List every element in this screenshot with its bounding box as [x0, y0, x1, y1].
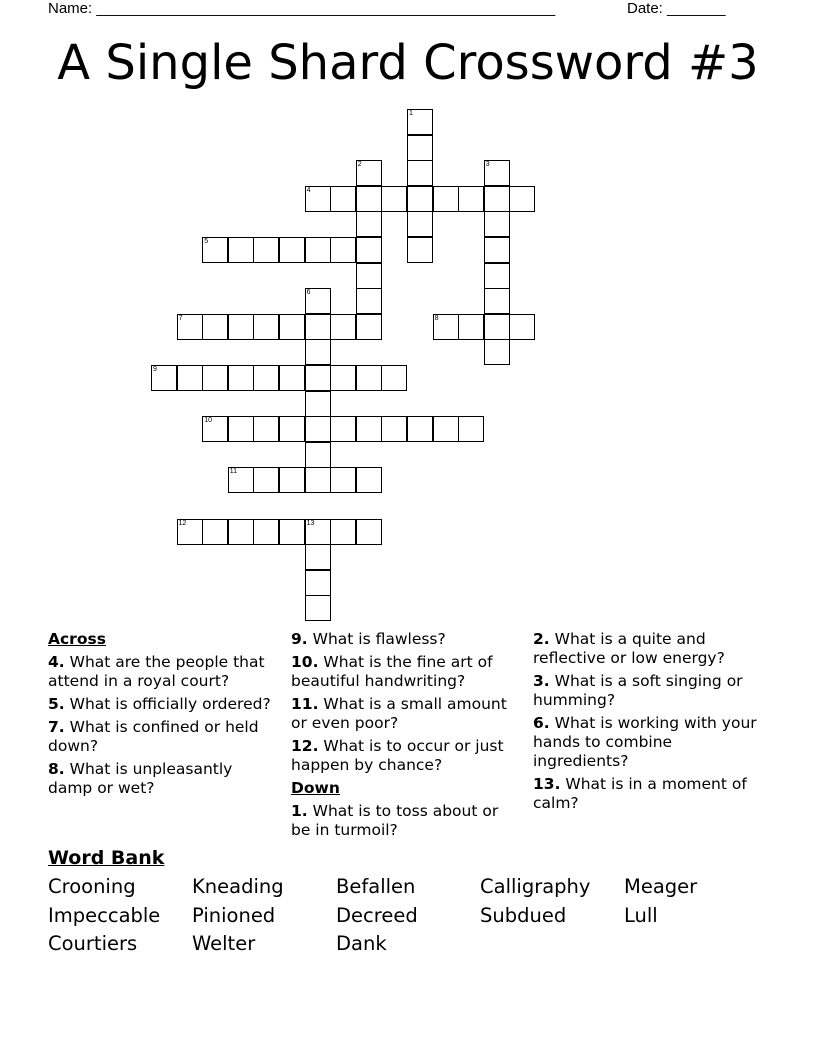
grid-cell[interactable]: [305, 365, 331, 391]
clue-number: 3.: [533, 672, 550, 690]
grid-cell[interactable]: [305, 595, 331, 621]
grid-cell[interactable]: [305, 237, 331, 263]
word-bank-word: Dank: [336, 932, 387, 955]
grid-cell[interactable]: [228, 314, 254, 340]
across-heading: Across: [48, 630, 106, 648]
clues-column-1: [48, 630, 278, 802]
grid-cell[interactable]: [330, 416, 356, 442]
grid-cell[interactable]: [509, 186, 535, 212]
clues-column-2: [291, 630, 521, 844]
clue-text: What is unpleasantly damp or wet?: [48, 760, 233, 797]
clue-number: 9.: [291, 630, 308, 648]
grid-cell[interactable]: [433, 314, 459, 340]
grid-cell[interactable]: [228, 416, 254, 442]
cell-number: 10: [204, 417, 212, 425]
grid-cell[interactable]: [202, 416, 228, 442]
grid-cell[interactable]: [177, 365, 203, 391]
grid-cell[interactable]: [330, 365, 356, 391]
grid-cell[interactable]: [433, 186, 459, 212]
word-bank-word: Lull: [624, 903, 658, 927]
grid-cell[interactable]: [356, 467, 382, 493]
grid-cell[interactable]: [279, 365, 305, 391]
word-bank-word: Courtiers: [48, 932, 138, 955]
grid-cell[interactable]: [356, 288, 382, 314]
grid-cell[interactable]: [484, 263, 510, 289]
clue-text: What is to occur or just happen by chance?: [291, 737, 504, 774]
clue-number: 6.: [533, 714, 550, 732]
grid-cell[interactable]: [356, 211, 382, 237]
grid-cell[interactable]: [458, 186, 484, 212]
grid-cell[interactable]: [484, 237, 510, 263]
grid-cell[interactable]: [381, 365, 407, 391]
clue-number: 7.: [48, 718, 65, 736]
clue-down-3: [533, 672, 763, 710]
word-bank-word: Befallen: [336, 875, 416, 898]
clue-across-5: [48, 695, 278, 714]
clue-text: What is in a moment of calm?: [533, 775, 747, 812]
grid-cell[interactable]: [356, 519, 382, 545]
cell-number: 7: [178, 314, 183, 322]
grid-cell[interactable]: [305, 442, 331, 468]
grid-cell[interactable]: [330, 519, 356, 545]
grid-cell[interactable]: [484, 314, 510, 340]
grid-cell[interactable]: [407, 160, 433, 186]
grid-cell[interactable]: [356, 237, 382, 263]
grid-cell[interactable]: [484, 186, 510, 212]
grid-cell[interactable]: [330, 314, 356, 340]
word-bank-word: Welter: [192, 932, 256, 955]
date-field[interactable]: Date: _______: [627, 0, 726, 17]
word-bank-word: Calligraphy: [480, 875, 591, 898]
cell-number: 12: [178, 519, 187, 527]
cell-number: 13: [306, 519, 315, 527]
grid-cell[interactable]: [509, 314, 535, 340]
clue-text: What is a quite and reflective or low energy?: [533, 630, 725, 667]
grid-cell[interactable]: [407, 211, 433, 237]
grid-cell[interactable]: [330, 237, 356, 263]
grid-cell[interactable]: [228, 237, 254, 263]
clue-across-8: [48, 760, 278, 798]
grid-cell[interactable]: [381, 186, 407, 212]
grid-cell[interactable]: [253, 416, 279, 442]
word-bank-title: Word Bank: [48, 847, 165, 869]
grid-cell[interactable]: [177, 314, 203, 340]
clue-number: 10.: [291, 653, 319, 671]
grid-cell[interactable]: [305, 288, 331, 314]
cell-number: 8: [434, 314, 439, 322]
cell-number: 5: [204, 238, 209, 245]
clue-number: 2.: [533, 630, 550, 648]
down-heading: Down: [291, 779, 340, 797]
grid-cell[interactable]: [228, 365, 254, 391]
grid-cell[interactable]: [279, 237, 305, 263]
grid-cell[interactable]: [253, 237, 279, 263]
clue-number: 4.: [48, 653, 65, 671]
clue-text: What is flawless?: [307, 630, 446, 648]
grid-cell[interactable]: [279, 467, 305, 493]
grid-cell[interactable]: [202, 237, 228, 263]
page-title: A Single Shard Crossword #3: [57, 35, 759, 91]
clue-text: What are the people that attend in a royal court?: [48, 653, 265, 690]
clue-across-7: [48, 718, 278, 756]
grid-cell[interactable]: [484, 339, 510, 365]
grid-cell[interactable]: [305, 339, 331, 365]
grid-cell[interactable]: [305, 186, 331, 212]
grid-cell[interactable]: [305, 519, 331, 545]
clue-number: 13.: [533, 775, 561, 793]
grid-cell[interactable]: [305, 544, 331, 570]
word-bank-word: Pinioned: [192, 903, 276, 927]
grid-cell[interactable]: [458, 314, 484, 340]
grid-cell[interactable]: [253, 467, 279, 493]
grid-cell[interactable]: [407, 416, 433, 442]
grid-cell[interactable]: [484, 288, 510, 314]
clue-down-6: [533, 714, 763, 771]
grid-cell[interactable]: [356, 314, 382, 340]
grid-cell[interactable]: [305, 570, 331, 596]
grid-cell[interactable]: [407, 186, 433, 212]
clue-across-9: [291, 630, 521, 649]
grid-cell[interactable]: [253, 365, 279, 391]
grid-cell[interactable]: [484, 160, 510, 186]
grid-cell[interactable]: [407, 109, 433, 135]
cell-number: 3: [485, 161, 490, 169]
clue-number: 1.: [291, 802, 308, 820]
cell-number: 4: [306, 186, 311, 194]
grid-cell[interactable]: [228, 467, 254, 493]
word-bank-word: Kneading: [192, 875, 284, 898]
cell-number: 11: [229, 468, 238, 476]
grid-cell[interactable]: [356, 160, 382, 186]
word-bank-word: Crooning: [48, 875, 136, 898]
clue-number: 11.: [291, 695, 319, 713]
word-bank-word: Meager: [624, 875, 698, 898]
clue-number: 12.: [291, 737, 319, 755]
clue-text: What is officially ordered?: [64, 695, 271, 713]
clue-text: What is working with your hands to combine ingredients?: [533, 714, 757, 770]
clue-number: 5.: [48, 695, 65, 713]
clue-across-12: [291, 737, 521, 775]
grid-cell[interactable]: [356, 416, 382, 442]
grid-cell[interactable]: [330, 186, 356, 212]
clue-text: What is a small amount or even poor?: [291, 695, 507, 732]
word-bank-list: [48, 874, 768, 957]
grid-cell[interactable]: [253, 519, 279, 545]
grid-cell[interactable]: [356, 365, 382, 391]
grid-cell[interactable]: [305, 314, 331, 340]
grid-cell[interactable]: [228, 519, 254, 545]
grid-cell[interactable]: [330, 467, 356, 493]
grid-cell[interactable]: [458, 416, 484, 442]
clue-text: What is a soft singing or humming?: [533, 672, 743, 709]
grid-cell[interactable]: [305, 391, 331, 417]
grid-cell[interactable]: [356, 186, 382, 212]
grid-cell[interactable]: [151, 365, 177, 391]
grid-cell[interactable]: [177, 519, 203, 545]
word-bank-word: Impeccable: [48, 903, 161, 927]
grid-cell[interactable]: [356, 263, 382, 289]
clue-down-1: [291, 802, 521, 840]
grid-cell[interactable]: [279, 314, 305, 340]
grid-cell[interactable]: [279, 519, 305, 545]
clues-column-3: [533, 630, 763, 817]
grid-cell[interactable]: [202, 365, 228, 391]
word-bank-word: Subdued: [480, 903, 567, 927]
word-bank-word: Decreed: [336, 903, 418, 927]
clue-number: 8.: [48, 760, 65, 778]
grid-cell[interactable]: [381, 416, 407, 442]
name-field[interactable]: Name: _______________________________________________________: [48, 0, 556, 17]
grid-cell[interactable]: [407, 237, 433, 263]
grid-cell[interactable]: [202, 519, 228, 545]
grid-cell[interactable]: [202, 314, 228, 340]
clue-across-11: [291, 695, 521, 733]
word-bank: [48, 846, 768, 957]
grid-cell[interactable]: [253, 314, 279, 340]
clue-down-13: [533, 775, 763, 813]
grid-cell[interactable]: [484, 211, 510, 237]
cell-number: 9: [153, 366, 157, 373]
clue-across-4: [48, 653, 278, 691]
cell-number: 1: [409, 110, 413, 117]
clue-text: What is to toss about or be in turmoil?: [291, 802, 499, 839]
grid-cell[interactable]: [279, 416, 305, 442]
clue-across-10: [291, 653, 521, 691]
cell-number: 6: [306, 289, 311, 297]
cell-number: 2: [357, 161, 362, 169]
grid-cell[interactable]: [305, 467, 331, 493]
grid-cell[interactable]: [433, 416, 459, 442]
grid-cell[interactable]: [305, 416, 331, 442]
clue-text: What is confined or held down?: [48, 718, 259, 755]
clue-text: What is the fine art of beautiful handwriting?: [291, 653, 493, 690]
clue-down-2: [533, 630, 763, 668]
grid-cell[interactable]: [407, 135, 433, 161]
